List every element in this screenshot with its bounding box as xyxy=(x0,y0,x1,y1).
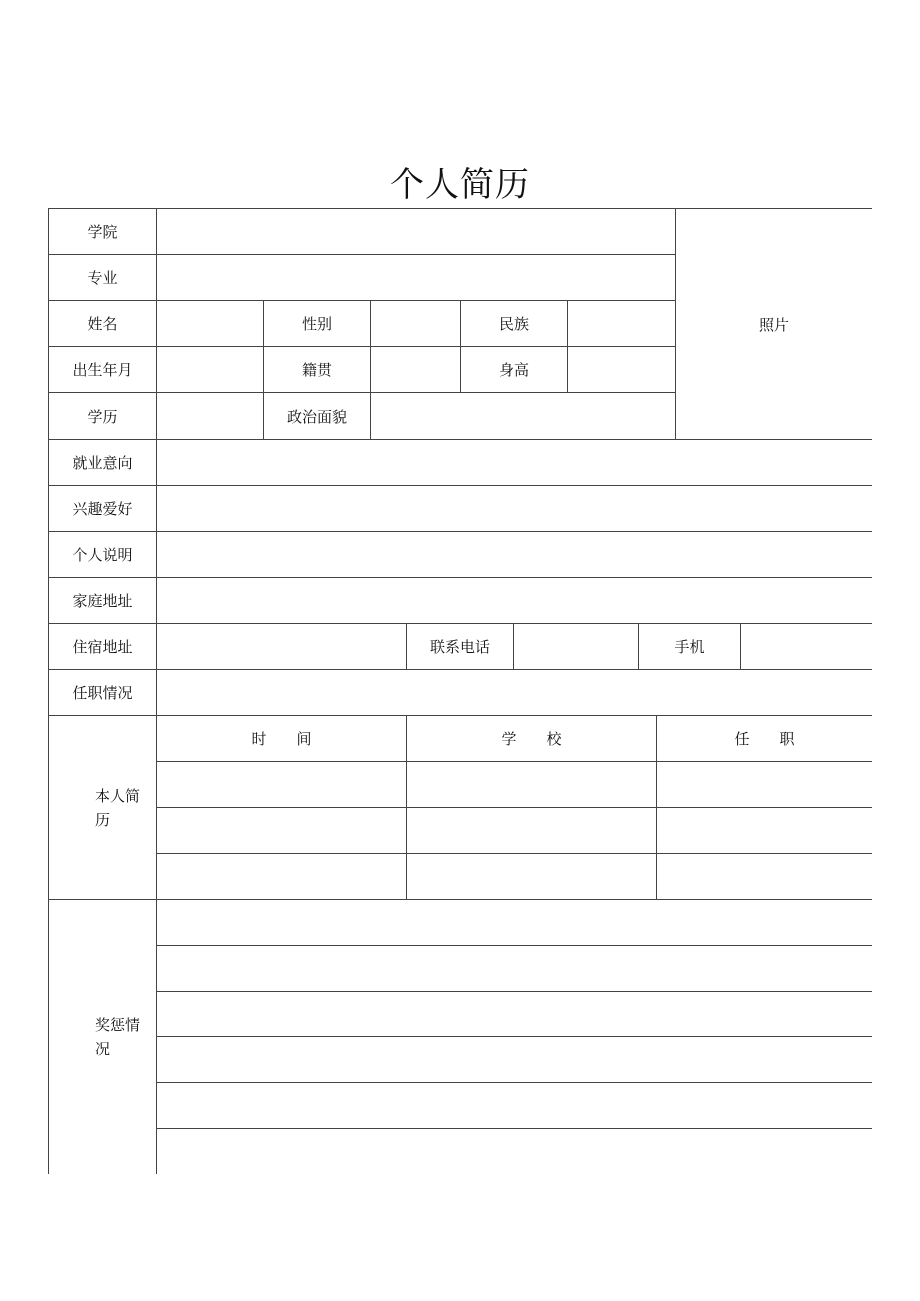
awards-line[interactable] xyxy=(156,945,872,991)
label-hobbies: 兴趣爱好 xyxy=(48,485,156,531)
field-personal-statement[interactable] xyxy=(156,531,872,577)
resume-cell-school[interactable] xyxy=(406,853,656,899)
field-job-intent[interactable] xyxy=(156,439,872,485)
awards-line[interactable] xyxy=(156,1082,872,1128)
label-birth: 出生年月 xyxy=(48,346,156,392)
label-gender: 性别 xyxy=(263,300,370,346)
resume-cell-position[interactable] xyxy=(656,853,872,899)
label-college: 学院 xyxy=(48,208,156,254)
resume-cell-school[interactable] xyxy=(406,761,656,807)
photo-box[interactable] xyxy=(675,208,872,439)
field-gender[interactable] xyxy=(370,300,460,346)
awards-line[interactable] xyxy=(156,1036,872,1082)
label-resume xyxy=(48,715,156,899)
resume-cell-time[interactable] xyxy=(156,853,406,899)
label-education: 学历 xyxy=(48,392,156,439)
resume-cell-time[interactable] xyxy=(156,807,406,853)
field-birth[interactable] xyxy=(156,346,263,392)
label-awards xyxy=(48,899,156,1174)
field-political[interactable] xyxy=(370,392,675,439)
label-hometown: 籍贯 xyxy=(263,346,370,392)
field-hobbies[interactable] xyxy=(156,485,872,531)
label-dorm-address: 住宿地址 xyxy=(48,623,156,669)
field-contact-phone[interactable] xyxy=(513,623,638,669)
label-name: 姓名 xyxy=(48,300,156,346)
resume-header-time: 时 间 xyxy=(156,715,406,761)
resume-cell-time[interactable] xyxy=(156,761,406,807)
field-ethnicity[interactable] xyxy=(567,300,675,346)
awards-line[interactable] xyxy=(156,991,872,1036)
label-home-address: 家庭地址 xyxy=(48,577,156,623)
label-awards-text: 奖惩情况 xyxy=(95,1016,141,1058)
field-name[interactable] xyxy=(156,300,263,346)
label-mobile: 手机 xyxy=(638,623,740,669)
resume-cell-position[interactable] xyxy=(656,761,872,807)
label-ethnicity: 民族 xyxy=(460,300,567,346)
field-education[interactable] xyxy=(156,392,263,439)
awards-line[interactable] xyxy=(156,899,872,945)
field-home-address[interactable] xyxy=(156,577,872,623)
label-contact-phone: 联系电话 xyxy=(406,623,513,669)
field-major[interactable] xyxy=(156,254,675,300)
field-height[interactable] xyxy=(567,346,675,392)
label-height: 身高 xyxy=(460,346,567,392)
photo-label: 照片 xyxy=(758,315,789,334)
field-mobile[interactable] xyxy=(740,623,872,669)
resume-cell-school[interactable] xyxy=(406,807,656,853)
page-title: 个人简历 xyxy=(390,165,530,205)
resume-cell-position[interactable] xyxy=(656,807,872,853)
awards-line[interactable] xyxy=(156,1128,872,1174)
field-dorm-address[interactable] xyxy=(156,623,406,669)
resume-header-position: 任 职 xyxy=(656,715,872,761)
label-job-intent: 就业意向 xyxy=(48,439,156,485)
resume-header-school: 学 校 xyxy=(406,715,656,761)
field-positions-held[interactable] xyxy=(156,669,872,715)
label-personal-statement: 个人说明 xyxy=(48,531,156,577)
resume-form xyxy=(48,208,872,1174)
field-college[interactable] xyxy=(156,208,675,254)
field-hometown[interactable] xyxy=(370,346,460,392)
label-resume-text: 本人简历 xyxy=(95,786,141,829)
label-political: 政治面貌 xyxy=(263,392,370,439)
label-positions-held: 任职情况 xyxy=(48,669,156,715)
label-major: 专业 xyxy=(48,254,156,300)
